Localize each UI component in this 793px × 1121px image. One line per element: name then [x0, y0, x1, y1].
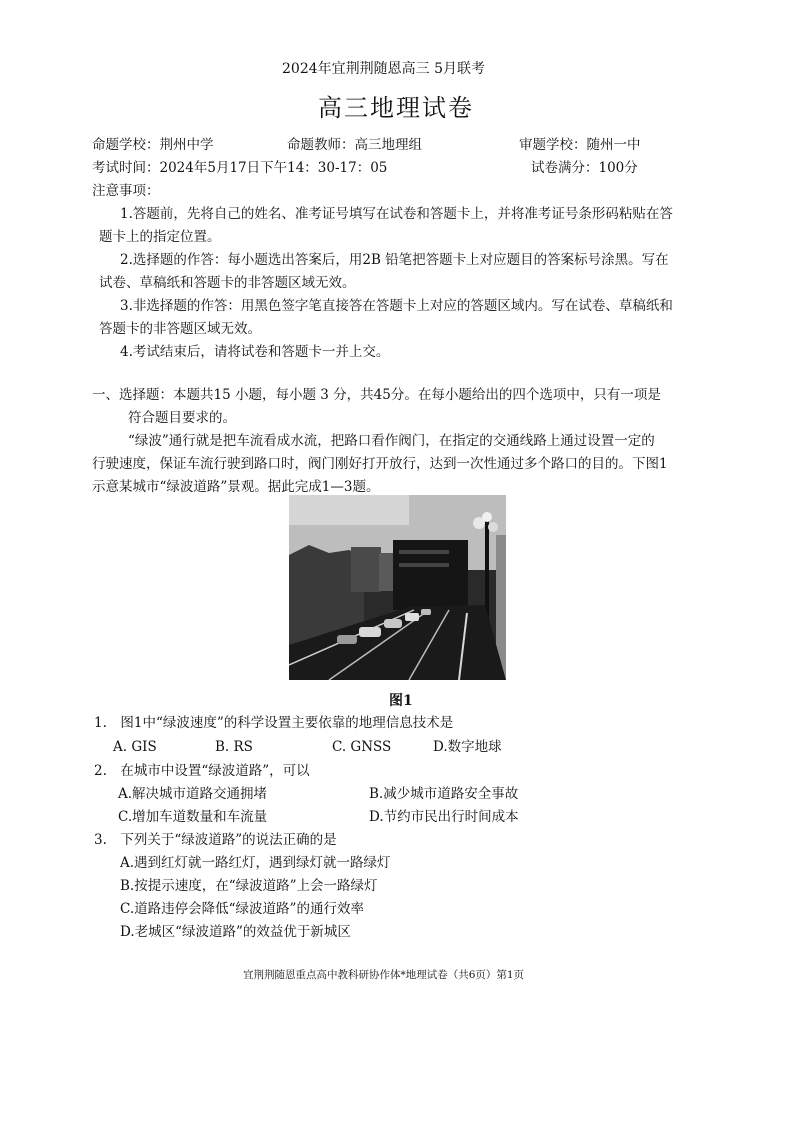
option-a: A.解决城市道路交通拥堵	[118, 786, 268, 802]
review-label: 审题学校：随州一中	[519, 137, 641, 153]
school-label: 命题学校：荆州中学	[92, 137, 214, 153]
exam-time-label: 考试时间：2024年5月17日下午14：30-17：05	[92, 160, 388, 176]
page-title: 高三地理试卷	[318, 94, 474, 122]
green-wave-road-photo	[289, 495, 506, 680]
notice-line: 1.答题前，先将自己的姓名、准考证号填写在试卷和答题卡上，并将准考证号条形码粘贴在答	[120, 206, 673, 222]
option-c: C.增加车道数量和车流量	[118, 809, 268, 825]
section-heading: 一、选择题：本题共15 小题，每小题 3 分，共45分。在每小题给出的四个选项中，只有一项是	[92, 387, 661, 403]
full-score-label: 试卷满分：100分	[531, 160, 638, 176]
notice-line: 题卡上的指定位置。	[99, 229, 221, 245]
passage-line: “绿波”通行就是把车流看成水流，把路口看作阀门，在指定的交通线路上通过设置一定的	[128, 433, 655, 449]
option-b: B.按提示速度，在“绿波道路”上会一路绿灯	[120, 878, 378, 894]
page-footer: 宜荆荆随恩重点高中教科研协作体*地理试卷（共6页）第1页	[243, 969, 525, 981]
notice-heading: 注意事项：	[92, 183, 160, 199]
question-stem: 1. 图1中“绿波速度”的科学设置主要依靠的地理信息技术是	[94, 715, 454, 731]
notice-line: 试卷、草稿纸和答题卡的非答题区域无效。	[99, 275, 356, 291]
passage-line: 行驶速度，保证车流行驶到路口时，阀门刚好打开放行，达到一次性通过多个路口的目的。下图1	[92, 456, 668, 472]
notice-line: 4.考试结束后，请将试卷和答题卡一并上交。	[120, 344, 390, 360]
option-d: D.老城区“绿波道路”的效益优于新城区	[120, 924, 351, 940]
option-a: A. GIS	[113, 739, 157, 755]
option-c: C.道路违停会降低“绿波道路”的通行效率	[120, 901, 364, 917]
exam-subtitle: 2024年宜荆荆随恩高三 5月联考	[282, 61, 485, 77]
option-a: A.遇到红灯就一路红灯，遇到绿灯就一路绿灯	[120, 855, 391, 871]
figure-caption: 图1	[389, 693, 413, 709]
option-d: D.数字地球	[433, 739, 502, 755]
notice-line: 3.非选择题的作答：用黑色签字笔直接答在答题卡上对应的答题区域内。写在试卷、草稿纸和	[120, 298, 673, 314]
notice-line: 答题卡的非答题区域无效。	[99, 321, 261, 337]
teacher-label: 命题教师：高三地理组	[287, 137, 422, 153]
option-b: B.减少城市道路安全事故	[369, 786, 519, 802]
option-c: C. GNSS	[332, 739, 392, 755]
section-heading-cont: 符合题目要求的。	[128, 410, 236, 426]
question-stem: 3. 下列关于“绿波道路”的说法正确的是	[94, 832, 337, 848]
option-b: B. RS	[215, 739, 253, 755]
notice-line: 2.选择题的作答：每小题选出答案后，用2B 铅笔把答题卡上对应题目的答案标号涂黑。写在	[120, 252, 669, 268]
passage-line: 示意某城市“绿波道路”景观。据此完成1—3题。	[92, 479, 380, 495]
question-stem: 2. 在城市中设置“绿波道路”，可以	[94, 763, 310, 779]
option-d: D.节约市民出行时间成本	[369, 809, 519, 825]
